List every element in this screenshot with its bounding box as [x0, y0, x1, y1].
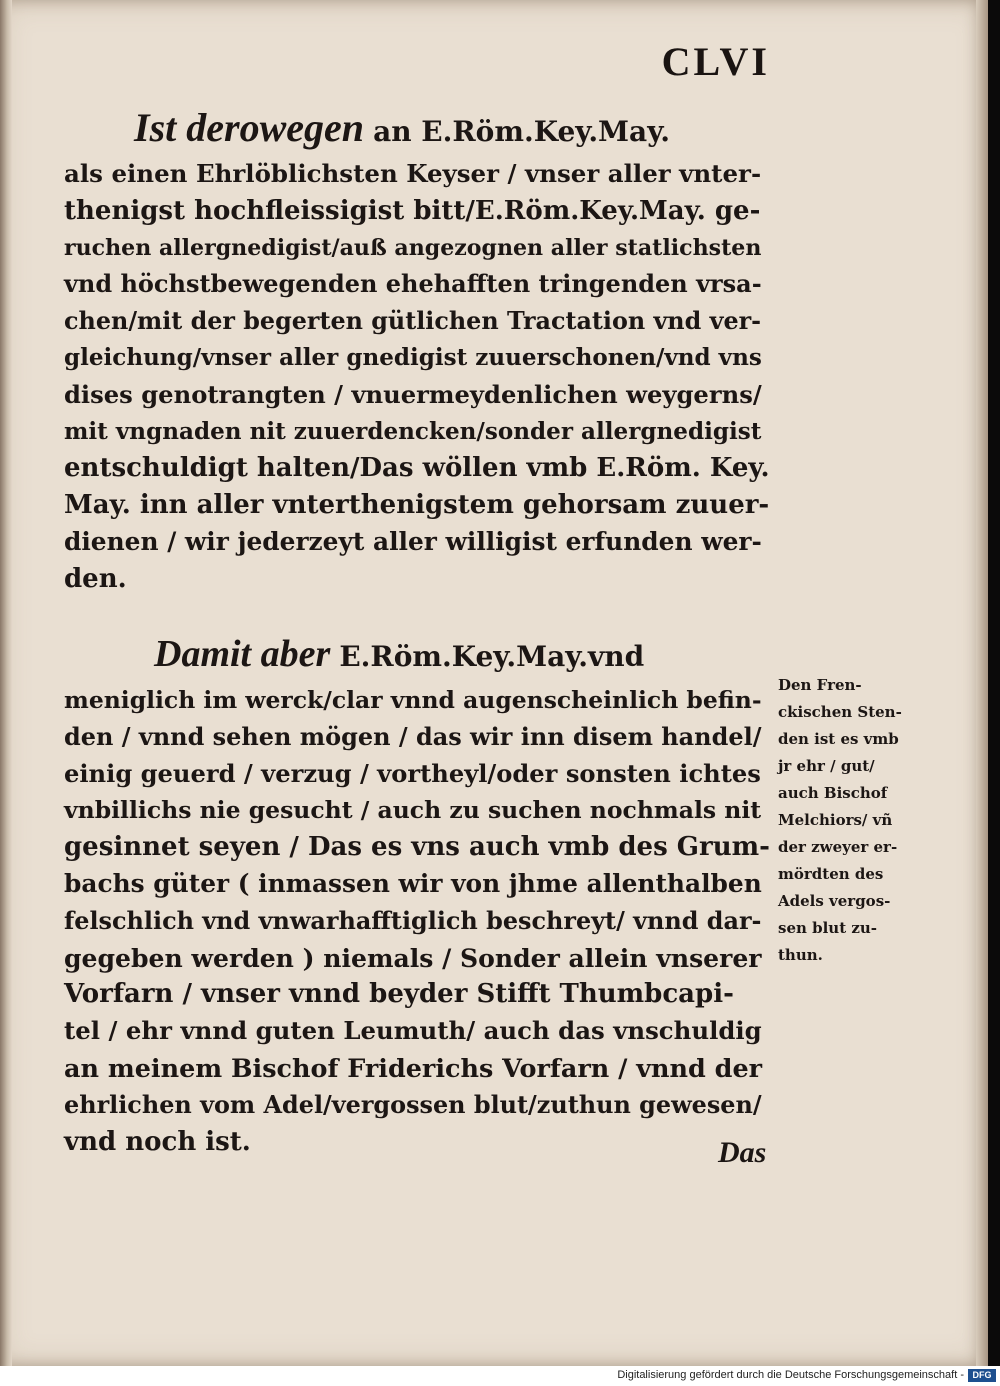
- text-line: gegeben werden ) niemals / Sonder allein vnserer: [64, 942, 762, 973]
- paragraph-1: [64, 100, 776, 598]
- text-line: entschuldigt halten/Das wöllen vmb E.Röm. Key.: [64, 453, 770, 484]
- text-line: felschlich vnd vnwarhafftiglich beschreyt/ vnnd dar-: [64, 906, 762, 935]
- page-gutter: [0, 0, 12, 1366]
- text-line: dienen / wir jederzeyt aller willigist erfunden wer-: [64, 526, 762, 556]
- text-line: chen/mit der begerten gütlichen Tractation vnd ver-: [64, 307, 762, 336]
- text-line: gesinnet seyen / Das es vns auch vmb des Grum-: [64, 832, 770, 863]
- text-line: bachs güter ( inmassen wir von jhme allenthalben: [64, 868, 762, 898]
- paragraph-1-first-line: an E.Röm.Key.May.: [373, 115, 671, 148]
- text-line: May. inn aller vnterthenigstem gehorsam zuuer-: [64, 490, 770, 521]
- dfg-logo: DFG: [968, 1369, 996, 1382]
- marginal-line: den ist es vmb: [778, 730, 899, 748]
- marginal-line: der zweyer er-: [778, 838, 898, 856]
- text-line: ruchen allergnedigist/auß angezognen aller statlichsten: [64, 234, 762, 261]
- catchword: Das: [718, 1136, 767, 1169]
- text-line: tel / ehr vnnd guten Leumuth/ auch das vnschuldig: [64, 1016, 762, 1046]
- text-line: den.: [64, 563, 127, 594]
- marginal-line: sen blut zu-: [778, 919, 878, 937]
- marginal-line: ckischen Sten-: [778, 703, 902, 721]
- text-line: vnbillichs nie gesucht / auch zu suchen nochmals nit: [64, 796, 762, 825]
- text-line: mit vngnaden nit zuuerdencken/sonder allergnedigist: [64, 417, 762, 445]
- text-line: den / vnnd sehen mögen / das wir inn disem handel/: [64, 722, 762, 751]
- paragraph-2-opening: [64, 626, 776, 682]
- marginal-line: jr ehr / gut/: [778, 757, 875, 775]
- funding-credit: Digitalisierung gefördert durch die Deutsche Forschungsgemeinschaft -: [617, 1369, 964, 1381]
- text-line: gleichung/vnser aller gnedigist zuuerschonen/vnd vns: [64, 343, 762, 371]
- marginal-line: Adels vergos-: [778, 892, 891, 910]
- text-line: thenigst hochfleissigist bitt/E.Röm.Key.May. ge-: [64, 195, 761, 226]
- text-line: dises genotrangten / vnuermeydenlichen weygerns/: [64, 379, 762, 409]
- marginal-line: Den Fren-: [778, 676, 862, 694]
- marginal-note: [778, 672, 938, 969]
- paragraph-2: [64, 626, 776, 1160]
- folio-number: CLVI: [661, 39, 770, 84]
- paragraph-2-initial: Damit aber: [154, 633, 331, 675]
- marginal-line: auch Bischof: [778, 784, 888, 802]
- text-line: an meinem Bischof Friderichs Vorfarn / vnnd der: [64, 1052, 763, 1083]
- paragraph-1-opening: [64, 100, 776, 156]
- marginal-line: thun.: [778, 946, 823, 964]
- marginal-line: mördten des: [778, 865, 884, 883]
- page-edge: [976, 0, 988, 1366]
- paragraph-1-initial: Ist derowegen: [134, 105, 364, 150]
- text-line: Vorfarn / vnser vnnd beyder Stifft Thumbcapi-: [64, 979, 734, 1010]
- text-line: einig geuerd / verzug / vortheyl/oder sonsten ichtes: [64, 758, 761, 788]
- text-line: vnd noch ist.: [64, 1126, 251, 1157]
- text-line: meniglich im werck/clar vnnd augenscheinlich befin-: [64, 686, 762, 714]
- digitization-footer: [0, 1366, 1000, 1386]
- text-line: als einen Ehrlöblichsten Keyser / vnser aller vnter-: [64, 159, 762, 188]
- text-line: vnd höchstbewegenden ehehafften tringenden vrsa-: [64, 269, 762, 299]
- text-line: ehrlichen vom Adel/vergossen blut/zuthun gewesen/: [64, 1090, 762, 1119]
- marginal-line: Melchiors/ vñ: [778, 811, 893, 829]
- paragraph-2-first-line: E.Röm.Key.May.vnd: [339, 640, 645, 673]
